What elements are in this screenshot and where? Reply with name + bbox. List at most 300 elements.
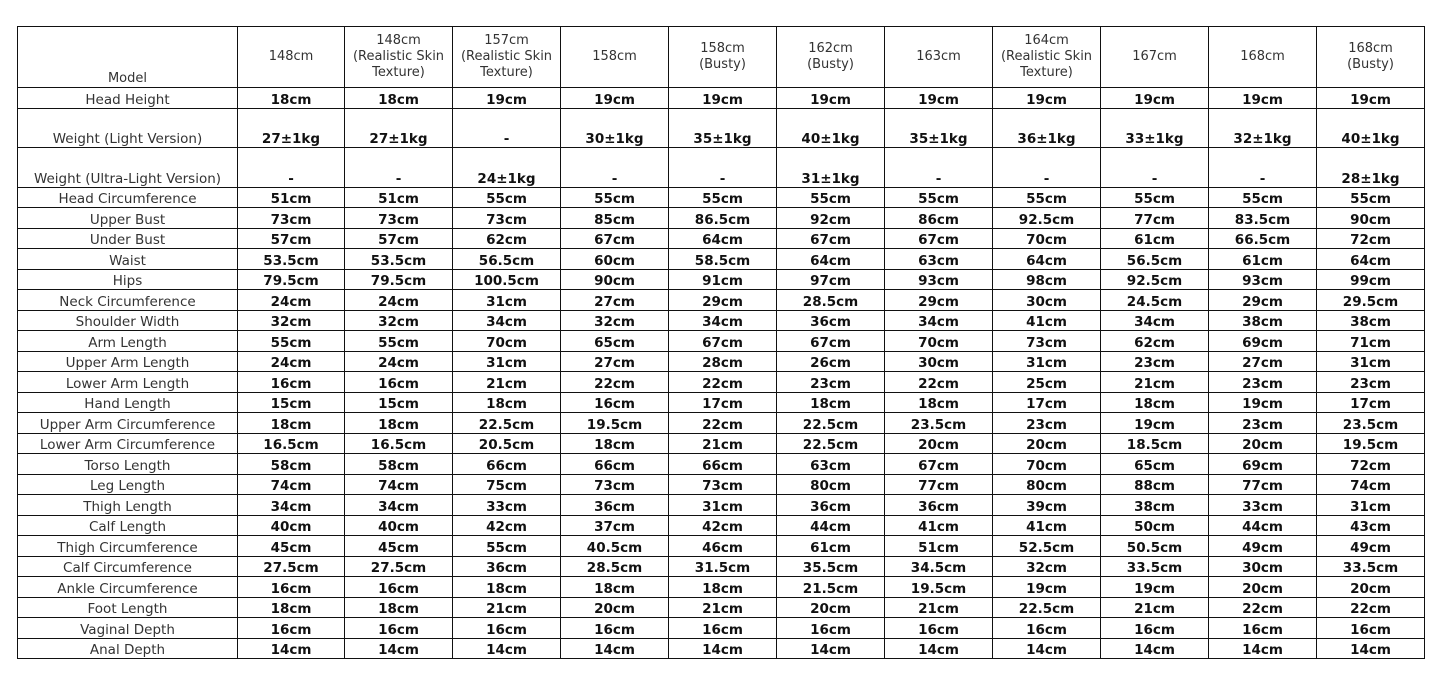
measurement-cell: 16cm: [885, 618, 993, 639]
model-header-line: 168cm: [1348, 41, 1393, 56]
measurement-cell: 22cm: [669, 372, 777, 393]
measurement-cell: 16cm: [1209, 618, 1317, 639]
measurement-cell: 17cm: [669, 392, 777, 413]
model-header-line: Texture): [372, 65, 425, 80]
row-label: Hips: [18, 269, 238, 290]
measurement-cell: 73cm: [993, 331, 1101, 352]
measurement-cell: 21cm: [1101, 372, 1209, 393]
row-label: Lower Arm Length: [18, 372, 238, 393]
table-row: [18, 290, 1425, 311]
measurement-cell: 14cm: [1209, 638, 1317, 659]
measurement-cell: 31cm: [669, 495, 777, 516]
measurement-cell: 16cm: [777, 618, 885, 639]
measurement-cell: 93cm: [885, 269, 993, 290]
model-header-line: (Realistic Skin: [1000, 49, 1093, 64]
measurement-cell: 18cm: [777, 392, 885, 413]
measurement-cell: 27.5cm: [345, 556, 453, 577]
measurement-cell: 22.5cm: [777, 433, 885, 454]
measurement-cell: 19cm: [777, 88, 885, 109]
measurement-cell: 19cm: [1101, 88, 1209, 109]
row-label: Upper Arm Circumference: [18, 413, 238, 434]
measurement-cell: 80cm: [777, 474, 885, 495]
measurement-cell: 85cm: [561, 208, 669, 229]
measurement-cell: 23cm: [1317, 372, 1425, 393]
measurement-cell: 53.5cm: [345, 249, 453, 270]
measurement-cell: 27±1kg: [238, 108, 345, 148]
measurement-cell: 18cm: [345, 597, 453, 618]
table-row: [18, 515, 1425, 536]
measurement-cell: 69cm: [1209, 331, 1317, 352]
model-header-cell: [453, 27, 561, 88]
measurement-cell: 92.5cm: [1101, 269, 1209, 290]
row-label: Calf Circumference: [18, 556, 238, 577]
measurement-cell: 19cm: [561, 88, 669, 109]
measurement-cell: 31cm: [993, 351, 1101, 372]
measurement-cell: 35.5cm: [777, 556, 885, 577]
row-label: Head Height: [18, 88, 238, 109]
measurement-cell: 14cm: [669, 638, 777, 659]
model-header-line: 168cm: [1240, 49, 1285, 64]
measurement-cell: 14cm: [1317, 638, 1425, 659]
row-label: Weight (Ultra-Light Version): [18, 148, 238, 188]
measurement-cell: 21cm: [669, 597, 777, 618]
row-label: Head Circumference: [18, 187, 238, 208]
measurement-cell: 32cm: [993, 556, 1101, 577]
measurement-cell: 16cm: [238, 577, 345, 598]
measurement-cell: 92cm: [777, 208, 885, 229]
model-header-line: 148cm: [268, 49, 314, 64]
measurement-cell: 28.5cm: [561, 556, 669, 577]
measurement-cell: 38cm: [1101, 495, 1209, 516]
measurement-cell: 50.5cm: [1101, 536, 1209, 557]
measurement-cell: 74cm: [238, 474, 345, 495]
measurement-cell: 36cm: [885, 495, 993, 516]
measurement-cell: 73cm: [453, 208, 561, 229]
measurement-cell: 17cm: [993, 392, 1101, 413]
measurement-cell: 20.5cm: [453, 433, 561, 454]
measurement-cell: 63cm: [885, 249, 993, 270]
measurement-cell: 44cm: [777, 515, 885, 536]
measurement-cell: 70cm: [453, 331, 561, 352]
measurement-cell: 24cm: [345, 351, 453, 372]
measurement-cell: 23cm: [1101, 351, 1209, 372]
row-label: Calf Length: [18, 515, 238, 536]
measurement-cell: 34.5cm: [885, 556, 993, 577]
measurement-cell: 14cm: [1101, 638, 1209, 659]
measurement-cell: 100.5cm: [453, 269, 561, 290]
measurement-cell: 20cm: [1317, 577, 1425, 598]
model-column-header: Model: [18, 27, 238, 88]
measurement-cell: 64cm: [1317, 249, 1425, 270]
table-row: [18, 331, 1425, 352]
measurement-cell: 25cm: [993, 372, 1101, 393]
measurement-cell: 23.5cm: [885, 413, 993, 434]
measurement-cell: 56.5cm: [453, 249, 561, 270]
row-label: Vaginal Depth: [18, 618, 238, 639]
measurement-cell: 31cm: [453, 351, 561, 372]
measurement-cell: 30cm: [1209, 556, 1317, 577]
measurement-cell: 90cm: [1317, 208, 1425, 229]
measurement-cell: 14cm: [885, 638, 993, 659]
measurement-cell: 19cm: [453, 88, 561, 109]
measurement-cell: 34cm: [345, 495, 453, 516]
measurement-cell: 36cm: [777, 310, 885, 331]
measurement-cell: 67cm: [885, 228, 993, 249]
model-header-line: 167cm: [1132, 49, 1177, 64]
measurement-cell: 20cm: [561, 597, 669, 618]
row-label: Hand Length: [18, 392, 238, 413]
measurement-cell: 22cm: [561, 372, 669, 393]
measurement-cell: 27cm: [1209, 351, 1317, 372]
measurement-cell: 55cm: [453, 536, 561, 557]
measurement-cell: 40.5cm: [561, 536, 669, 557]
measurement-cell: 70cm: [885, 331, 993, 352]
measurement-cell: 31cm: [453, 290, 561, 311]
measurement-cell: 30cm: [993, 290, 1101, 311]
measurement-cell: 39cm: [993, 495, 1101, 516]
measurement-cell: 45cm: [238, 536, 345, 557]
row-label: Under Bust: [18, 228, 238, 249]
model-header-line: 162cm: [808, 41, 853, 56]
measurement-cell: 26cm: [777, 351, 885, 372]
measurement-cell: 30cm: [885, 351, 993, 372]
measurement-cell: 55cm: [669, 187, 777, 208]
measurement-cell: 14cm: [561, 638, 669, 659]
measurement-cell: 97cm: [777, 269, 885, 290]
header-row: [18, 27, 1425, 88]
measurement-cell: 73cm: [669, 474, 777, 495]
measurement-cell: 36cm: [777, 495, 885, 516]
model-header-line: 158cm: [700, 41, 745, 56]
measurement-cell: 90cm: [561, 269, 669, 290]
row-label: Lower Arm Circumference: [18, 433, 238, 454]
measurement-cell: 23cm: [1209, 413, 1317, 434]
measurement-cell: 16cm: [669, 618, 777, 639]
measurement-cell: 77cm: [1101, 208, 1209, 229]
measurement-cell: 18cm: [345, 88, 453, 109]
measurement-cell: 65cm: [1101, 454, 1209, 475]
table-row: [18, 372, 1425, 393]
measurement-cell: 18.5cm: [1101, 433, 1209, 454]
table-row: [18, 88, 1425, 109]
measurement-cell: 19.5cm: [561, 413, 669, 434]
measurement-cell: 16cm: [453, 618, 561, 639]
measurement-cell: 40cm: [345, 515, 453, 536]
measurement-cell: 79.5cm: [345, 269, 453, 290]
measurement-cell: 49cm: [1317, 536, 1425, 557]
model-header-line: (Realistic Skin: [460, 49, 553, 64]
measurement-cell: 41cm: [993, 310, 1101, 331]
measurement-cell: 19cm: [1209, 392, 1317, 413]
model-header-line: (Busty): [699, 57, 746, 72]
model-header-line: (Realistic Skin: [352, 49, 445, 64]
measurement-cell: 23cm: [1209, 372, 1317, 393]
measurement-cell: 41cm: [993, 515, 1101, 536]
measurement-cell: 45cm: [345, 536, 453, 557]
measurement-cell: -: [669, 148, 777, 188]
measurement-cell: 14cm: [345, 638, 453, 659]
table-row: [18, 495, 1425, 516]
measurement-cell: 80cm: [993, 474, 1101, 495]
measurement-cell: 19.5cm: [885, 577, 993, 598]
measurement-cell: 19cm: [885, 88, 993, 109]
measurement-cell: 40±1kg: [1317, 108, 1425, 148]
measurement-cell: 40cm: [238, 515, 345, 536]
measurement-cell: 29cm: [669, 290, 777, 311]
measurement-cell: 14cm: [238, 638, 345, 659]
table-row: [18, 638, 1425, 659]
measurement-cell: 20cm: [777, 597, 885, 618]
table-row: [18, 392, 1425, 413]
measurement-cell: 36cm: [453, 556, 561, 577]
measurement-cell: 33.5cm: [1101, 556, 1209, 577]
measurement-cell: 16cm: [1317, 618, 1425, 639]
model-header-cell: [669, 27, 777, 88]
measurement-cell: 23cm: [993, 413, 1101, 434]
row-label: Ankle Circumference: [18, 577, 238, 598]
measurement-cell: 44cm: [1209, 515, 1317, 536]
measurement-cell: 22cm: [1317, 597, 1425, 618]
measurement-cell: 73cm: [561, 474, 669, 495]
measurement-cell: 20cm: [1209, 433, 1317, 454]
measurement-cell: 55cm: [453, 187, 561, 208]
measurement-cell: 34cm: [238, 495, 345, 516]
measurement-cell: 28cm: [669, 351, 777, 372]
measurement-cell: 37cm: [561, 515, 669, 536]
measurement-cell: 99cm: [1317, 269, 1425, 290]
measurement-cell: 19cm: [1317, 88, 1425, 109]
model-header-line: (Busty): [807, 57, 854, 72]
measurement-cell: -: [1209, 148, 1317, 188]
measurement-cell: 23cm: [777, 372, 885, 393]
measurement-cell: 18cm: [238, 597, 345, 618]
measurement-cell: 34cm: [453, 310, 561, 331]
measurement-cell: 19cm: [669, 88, 777, 109]
measurement-cell: 98cm: [993, 269, 1101, 290]
model-header-line: 163cm: [916, 49, 961, 64]
measurement-cell: 24cm: [238, 351, 345, 372]
measurement-cell: 29cm: [885, 290, 993, 311]
measurement-cell: 55cm: [1101, 187, 1209, 208]
measurement-cell: 34cm: [1101, 310, 1209, 331]
table-row: [18, 454, 1425, 475]
measurement-cell: 38cm: [1209, 310, 1317, 331]
measurement-cell: 15cm: [345, 392, 453, 413]
measurement-cell: 18cm: [238, 88, 345, 109]
table-row: [18, 249, 1425, 270]
table-row: [18, 433, 1425, 454]
measurement-cell: 18cm: [238, 413, 345, 434]
measurement-cell: 16.5cm: [238, 433, 345, 454]
model-header-line: 148cm: [376, 33, 421, 48]
model-header-cell: [1101, 27, 1209, 88]
measurement-cell: 64cm: [669, 228, 777, 249]
measurement-cell: 28.5cm: [777, 290, 885, 311]
measurement-cell: 18cm: [561, 577, 669, 598]
measurement-cell: 67cm: [669, 331, 777, 352]
measurement-cell: 49cm: [1209, 536, 1317, 557]
measurement-cell: 35±1kg: [885, 108, 993, 148]
measurement-cell: 27±1kg: [345, 108, 453, 148]
table-row: [18, 413, 1425, 434]
measurement-cell: 67cm: [777, 331, 885, 352]
measurement-cell: 34cm: [669, 310, 777, 331]
measurement-cell: -: [1101, 148, 1209, 188]
measurement-cell: 77cm: [1209, 474, 1317, 495]
measurement-cell: 71cm: [1317, 331, 1425, 352]
measurement-cell: 42cm: [453, 515, 561, 536]
measurement-cell: 55cm: [1209, 187, 1317, 208]
model-header-line: 157cm: [484, 33, 529, 48]
measurement-cell: 18cm: [453, 392, 561, 413]
measurement-cell: 53.5cm: [238, 249, 345, 270]
table-row: [18, 556, 1425, 577]
measurement-cell: 18cm: [345, 413, 453, 434]
measurement-cell: 55cm: [345, 331, 453, 352]
measurement-cell: -: [238, 148, 345, 188]
measurement-cell: 18cm: [885, 392, 993, 413]
row-label: Upper Arm Length: [18, 351, 238, 372]
measurement-cell: 36±1kg: [993, 108, 1101, 148]
measurement-cell: 66cm: [561, 454, 669, 475]
measurement-cell: 55cm: [993, 187, 1101, 208]
size-spec-table: [17, 26, 1425, 659]
measurement-cell: 19cm: [1209, 88, 1317, 109]
measurement-cell: 20cm: [885, 433, 993, 454]
row-label: Foot Length: [18, 597, 238, 618]
measurement-cell: 22cm: [1209, 597, 1317, 618]
model-header-line: Texture): [480, 65, 533, 80]
row-label: Waist: [18, 249, 238, 270]
measurement-cell: 86cm: [885, 208, 993, 229]
measurement-cell: 21cm: [669, 433, 777, 454]
measurement-cell: 16.5cm: [345, 433, 453, 454]
table-row: [18, 187, 1425, 208]
measurement-cell: 55cm: [238, 331, 345, 352]
measurement-cell: 41cm: [885, 515, 993, 536]
table-row: [18, 536, 1425, 557]
model-header-line: Texture): [1020, 65, 1073, 80]
measurement-cell: 36cm: [561, 495, 669, 516]
measurement-cell: 28±1kg: [1317, 148, 1425, 188]
measurement-cell: 74cm: [1317, 474, 1425, 495]
measurement-cell: 88cm: [1101, 474, 1209, 495]
measurement-cell: 58cm: [238, 454, 345, 475]
measurement-cell: 57cm: [345, 228, 453, 249]
measurement-cell: 22cm: [669, 413, 777, 434]
measurement-cell: 19cm: [993, 577, 1101, 598]
measurement-cell: -: [993, 148, 1101, 188]
measurement-cell: 18cm: [1101, 392, 1209, 413]
measurement-cell: 74cm: [345, 474, 453, 495]
measurement-cell: 55cm: [885, 187, 993, 208]
row-label: Thigh Length: [18, 495, 238, 516]
measurement-cell: 42cm: [669, 515, 777, 536]
measurement-cell: 24cm: [345, 290, 453, 311]
measurement-cell: 79.5cm: [238, 269, 345, 290]
model-header-cell: [561, 27, 669, 88]
model-header-cell: [1317, 27, 1425, 88]
measurement-cell: 27cm: [561, 351, 669, 372]
measurement-cell: 32cm: [345, 310, 453, 331]
row-label: Upper Bust: [18, 208, 238, 229]
measurement-cell: 22.5cm: [777, 413, 885, 434]
table-row: [18, 108, 1425, 148]
measurement-cell: 30±1kg: [561, 108, 669, 148]
table-row: [18, 618, 1425, 639]
measurement-cell: 32±1kg: [1209, 108, 1317, 148]
measurement-cell: 16cm: [238, 618, 345, 639]
measurement-cell: 55cm: [1317, 187, 1425, 208]
measurement-cell: 17cm: [1317, 392, 1425, 413]
measurement-cell: 56.5cm: [1101, 249, 1209, 270]
measurement-cell: 20cm: [1209, 577, 1317, 598]
measurement-cell: 58.5cm: [669, 249, 777, 270]
measurement-cell: 64cm: [993, 249, 1101, 270]
measurement-cell: 91cm: [669, 269, 777, 290]
measurement-cell: 72cm: [1317, 454, 1425, 475]
measurement-cell: 16cm: [1101, 618, 1209, 639]
measurement-cell: 18cm: [669, 577, 777, 598]
row-label: Neck Circumference: [18, 290, 238, 311]
table-row: [18, 474, 1425, 495]
measurement-cell: 24.5cm: [1101, 290, 1209, 311]
measurement-cell: 33.5cm: [1317, 556, 1425, 577]
measurement-cell: -: [885, 148, 993, 188]
model-header-line: (Busty): [1347, 57, 1394, 72]
row-label: Anal Depth: [18, 638, 238, 659]
measurement-cell: 70cm: [993, 454, 1101, 475]
measurement-cell: 83.5cm: [1209, 208, 1317, 229]
measurement-cell: 51cm: [238, 187, 345, 208]
measurement-cell: 67cm: [561, 228, 669, 249]
row-label: Leg Length: [18, 474, 238, 495]
measurement-cell: 64cm: [777, 249, 885, 270]
measurement-cell: 16cm: [345, 372, 453, 393]
measurement-cell: 77cm: [885, 474, 993, 495]
table-row: [18, 208, 1425, 229]
measurement-cell: 93cm: [1209, 269, 1317, 290]
row-label: Thigh Circumference: [18, 536, 238, 557]
measurement-cell: 16cm: [238, 372, 345, 393]
measurement-cell: 21cm: [453, 372, 561, 393]
measurement-cell: 62cm: [453, 228, 561, 249]
measurement-cell: 31.5cm: [669, 556, 777, 577]
table-row: [18, 148, 1425, 188]
measurement-cell: 14cm: [993, 638, 1101, 659]
measurement-cell: 24±1kg: [453, 148, 561, 188]
measurement-cell: 16cm: [345, 618, 453, 639]
measurement-cell: 92.5cm: [993, 208, 1101, 229]
measurement-cell: 24cm: [238, 290, 345, 311]
measurement-cell: 20cm: [993, 433, 1101, 454]
measurement-cell: 67cm: [777, 228, 885, 249]
table-row: [18, 597, 1425, 618]
measurement-cell: 21cm: [453, 597, 561, 618]
measurement-cell: 16cm: [561, 392, 669, 413]
measurement-cell: 34cm: [885, 310, 993, 331]
measurement-cell: 14cm: [777, 638, 885, 659]
model-header-line: 158cm: [592, 49, 637, 64]
model-header-cell: [238, 27, 345, 88]
measurement-cell: 58cm: [345, 454, 453, 475]
measurement-cell: -: [453, 108, 561, 148]
table-row: [18, 351, 1425, 372]
measurement-cell: 86.5cm: [669, 208, 777, 229]
row-label: Weight (Light Version): [18, 108, 238, 148]
measurement-cell: 38cm: [1317, 310, 1425, 331]
measurement-cell: 19cm: [993, 88, 1101, 109]
